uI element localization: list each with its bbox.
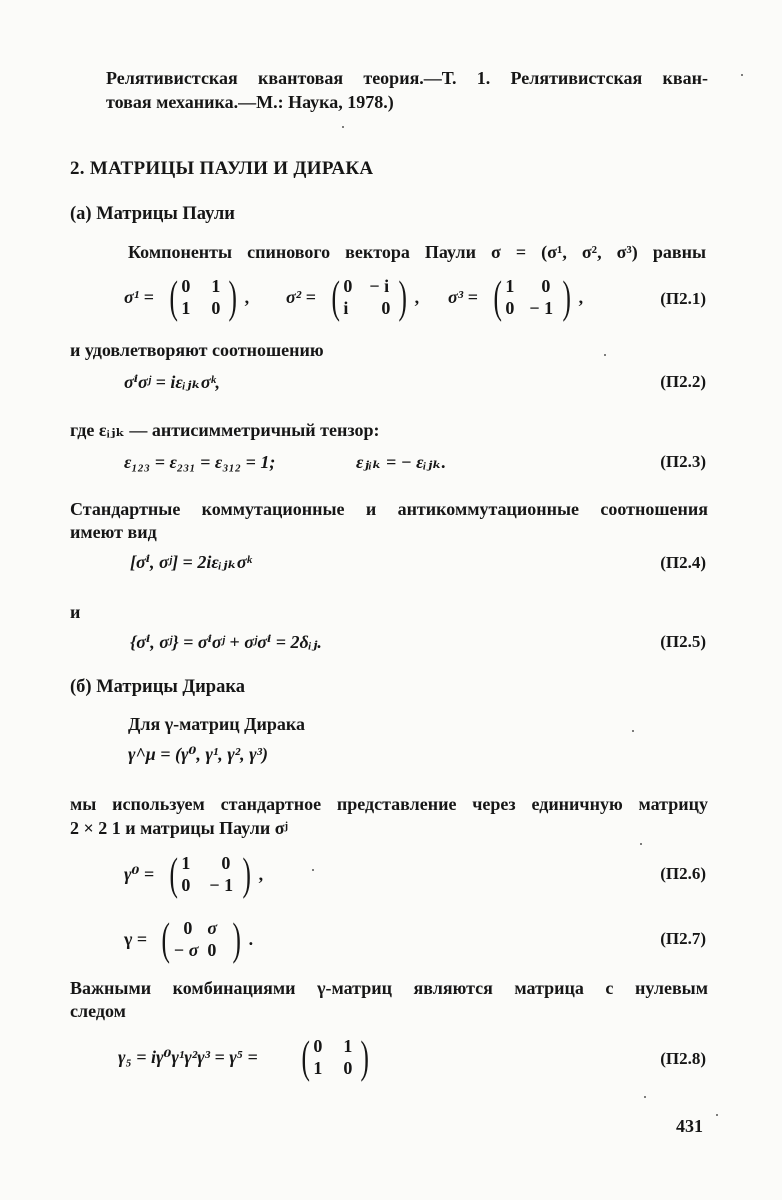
intro-line-1: Релятивистская квантовая теория.—Т. 1. Релятивистская кван- <box>106 68 708 88</box>
representation-line-1: мы используем стандартное представление через единичную матрицу <box>70 794 708 814</box>
eq-p2-5-formula: {σⁱ, σʲ} = σⁱσʲ + σʲσⁱ = 2δᵢⱼ. <box>130 632 322 652</box>
eq-p2-3-left: ε₁₂₃ = ε₂₃₁ = ε₃₁₂ = 1; <box>124 452 276 472</box>
scan-speck <box>604 354 606 356</box>
eq-p2-3-right: εⱼᵢₖ = − εᵢⱼₖ. <box>356 452 447 472</box>
eq-number-p2-6: (П2.6) <box>660 864 706 883</box>
eq-number-p2-5: (П2.5) <box>660 632 706 651</box>
sigma1-label: σ¹ = <box>124 287 154 307</box>
gamma5-label: γ₅ = iγ⁰γ¹γ²γ³ = γ⁵ = <box>118 1047 258 1067</box>
eq-number-p2-2: (П2.2) <box>660 372 706 391</box>
eq-number-p2-3: (П2.3) <box>660 452 706 471</box>
gamma0-matrix: ( 1 0 0 − 1 ) , <box>169 848 264 899</box>
combination-line-2: следом <box>70 1001 126 1021</box>
scan-speck <box>741 74 743 76</box>
commutation-line-2: имеют вид <box>70 522 157 542</box>
sigma2-label: σ² = <box>286 287 316 307</box>
page-number: 431 <box>676 1116 703 1136</box>
intro-line-2: товая механика.—М.: Наука, 1978.) <box>106 92 394 112</box>
eq-number-p2-1: (П2.1) <box>660 289 706 308</box>
gamma-vector-matrix: ( 0 σ − σ 0 ) . <box>161 913 254 964</box>
scan-speck <box>632 730 634 732</box>
scan-speck <box>640 843 642 845</box>
dirac-subheading: (б) Матрицы Дирака <box>70 677 245 697</box>
gamma-vector-label: γ = <box>124 929 148 949</box>
sigma2-matrix: ( 0 − i i 0 ) , <box>331 271 420 322</box>
scan-speck <box>644 1096 646 1098</box>
combination-line-1: Важными комбинациями γ-матриц являются матрица с нулевым <box>70 978 708 998</box>
gamma0-label: γ⁰ = <box>124 864 155 884</box>
eq-p2-4-formula: [σⁱ, σʲ] = 2iεᵢⱼₖσᵏ <box>130 552 252 572</box>
dirac-intro: Для γ-матриц Дирака <box>128 714 305 734</box>
sigma1-matrix: ( 0 1 1 0 ) , <box>169 271 250 322</box>
pauli-subheading: (а) Матрицы Паули <box>70 204 235 224</box>
eq-number-p2-4: (П2.4) <box>660 553 706 572</box>
gamma-definition: γ^μ = (γ⁰, γ¹, γ², γ³) <box>128 744 269 764</box>
scan-speck <box>716 1114 718 1116</box>
and-text: и <box>70 602 81 622</box>
satisfy-text: и удовлетворяют соотношению <box>70 340 324 360</box>
eq-number-p2-7: (П2.7) <box>660 929 706 948</box>
sigma3-label: σ³ = <box>448 287 478 307</box>
eq-number-p2-8: (П2.8) <box>660 1049 706 1068</box>
pauli-intro: Компоненты спинового вектора Паули σ = (σ¹, σ², σ³) равны <box>128 242 706 262</box>
sigma3-matrix: ( 1 0 0 − 1 ) , <box>493 271 584 322</box>
representation-line-2: 2 × 2 1 и матрицы Паули σʲ <box>70 818 288 838</box>
commutation-line-1: Стандартные коммутационные и антикоммутационные соотношения <box>70 499 708 519</box>
scan-speck <box>342 126 344 128</box>
gamma5-matrix: ( 0 1 1 0 ) <box>301 1031 370 1082</box>
where-text: где εᵢⱼₖ — антисимметричный тензор: <box>70 420 380 440</box>
section-heading: 2. МАТРИЦЫ ПАУЛИ И ДИРАКА <box>70 158 374 179</box>
eq-p2-2-formula: σⁱσʲ = iεᵢⱼₖσᵏ, <box>124 372 221 392</box>
scan-speck <box>312 869 314 871</box>
